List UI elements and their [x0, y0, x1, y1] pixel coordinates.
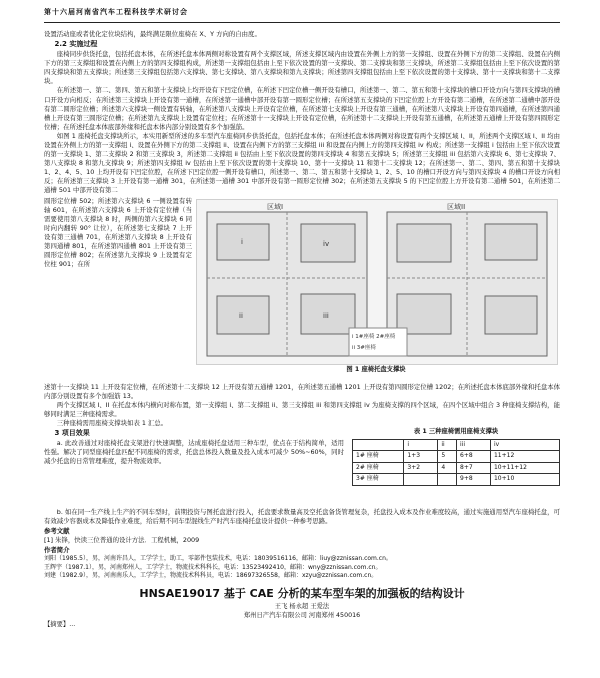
next-paper-affiliation: 郑州日产汽车有限公司 河南郑州 450016	[243, 612, 361, 620]
paragraph-3: 如图 1 座椅托盘支撑块所示，本实用新型所述的多车型汽车座椅同步供货托盘，包括托盘本体；在所述托盘本体两侧对称设置有两个支撑区域 I、II，所述两个支撑区域 I、II 均由设置在外侧上方的第一支撑组 i、设置在外侧下方的第二支撑组 ii、设置在内侧下方的第三支撑组 iii 和设置在内侧上方的第四支撑组 iv 构成；所述第一支撑组 i 包括由上至下依次设置的第一支撑块 1、第二支撑块 2 和第三支撑块 3，所述第二支撑组 ii 包括由上至下依次设置的第四支撑块 4 和第五支撑块 5；所述第三支撑组 iii 包括第六支撑块 6、第七支撑块 7、第八支撑块 8 和第九支撑块 9；所述第四支撑组 iv 包括由上至下依次设置的第十支撑块 10、第十一支撑块 11 和第十二支撑块 12；在所述第一、第二、第四、第五和第十支撑块 1、2、4、5、10 上均开设有下凹定位腔，在所述下凹定位腔一侧开设有槽口，所述第一、第二、第五和第十支撑块 1、2、5、10 的槽口开设方向与第四支撑块 4 的槽口开设方向相反；在所述第三支撑块 3 上开设有第一通槽 301，在所述第一通槽 301 中部开设有第一圆形定位槽 302；在所述第五支撑块 5 的下凹定位腔上方开设有第二通槽 501，在所述第二通槽 501 中部开设有第二	[44, 131, 560, 195]
table-header-cell: iii	[457, 439, 491, 451]
table-cell: 5	[438, 451, 457, 463]
author-line: 王辉宇（1987.1），男，河南郑州人，工学学士，物流技术科科长，电话：13523492410，邮箱：wny@zznissan.com.cn。	[44, 563, 382, 571]
table-cell: 3# 座椅	[353, 474, 404, 486]
tray-left-block-i	[217, 224, 269, 260]
tray-left-block-ii	[217, 296, 269, 334]
next-paper-authors: 王飞 杨永超 王爱法	[274, 603, 330, 611]
figure-label-iii: iii	[323, 311, 329, 320]
figure-1-caption: 图 1 座椅托盘支撑块	[346, 365, 406, 373]
next-paper-title: HNSAE19017 基于 CAE 分析的某车型车架的加强板的结构设计	[139, 586, 465, 600]
section-title-2-2: 2.2 实施过程	[54, 40, 98, 49]
body-content	[44, 30, 560, 630]
table-cell	[438, 474, 457, 486]
figure-side-paragraph: 圆形定位槽 502；所述第六支撑块 6 一侧设置有转轴 601，在所述第六支撑块 6 上开设有定位槽（当需要使用第八支撑块 8 时，两侧的第六支撑块 6 同时向内翻转 90° 让位），在所述第七支撑块 7 上开设有第三通槽 701，在所述第八支撑块 8 上开设有第四通槽 801，在所述第四通槽 801 上开设有第三圆形定位槽 802；在所述第九支撑块 9 上设置有定位柱 901；在所	[44, 196, 192, 269]
table-header-cell	[353, 439, 404, 451]
table-header-cell: ii	[438, 439, 457, 451]
figure-label-ii: ii	[239, 311, 243, 320]
table-cell: 2# 座椅	[353, 462, 404, 474]
table-1-caption: 表 1 三种座椅需用座椅支撑块	[413, 428, 499, 435]
section-title-3: 3 项目效果	[54, 429, 90, 437]
references-title: 参考文献	[44, 527, 70, 536]
table-cell	[404, 474, 438, 486]
table-cell: 11+12	[490, 451, 559, 463]
intro-paragraph: 设置活动座或者优化定位块结构，最终满足限位座椅在 X、Y 方向的自由度。	[44, 30, 261, 38]
reference-item: [1] 朱锋，快读三位普通的设计方法．工程机械，2009	[44, 536, 200, 545]
paragraph-4: 述第十一支撑块 11 上开设有定位槽，在所述第十二支撑块 12 上开设有第五通槽 1201，在所述第五通槽 1201 上开设有第四圆形定位槽 1202；在所述托盘本体底部外缘和托盘本体内部分别设置有多个加强筋 13。	[44, 382, 560, 400]
figure-label-region-2: 区域II	[447, 202, 466, 211]
table-cell: 4	[438, 462, 457, 474]
table-header-cell: i	[404, 439, 438, 451]
figure-label-iv: iv	[323, 239, 330, 248]
table-row	[353, 451, 560, 463]
table-cell: 9+8	[457, 474, 491, 486]
tray-right-block-iv	[397, 224, 451, 262]
next-paper-abstract-start: 【摘要】...	[44, 621, 76, 629]
table-cell: 10+11+12	[490, 462, 559, 474]
figure-legend-line-2: ii 3#座椅	[352, 344, 376, 351]
author-line: 刘阳（1985.5），男，河南许昌人，工学学士，助工，零部件包装技术，电话：18039516116，邮箱：liuy@zznissan.com.cn。	[44, 555, 392, 563]
figure-1-image	[196, 199, 558, 365]
header-title: 第十六届河南省汽车工程科技学术研讨会	[44, 8, 188, 16]
author-info	[44, 555, 560, 579]
figure-block	[44, 197, 560, 383]
table-row	[353, 474, 560, 486]
table-header-cell: iv	[490, 439, 559, 451]
effects-column	[44, 428, 344, 466]
tray-right-block-ii	[485, 296, 537, 334]
table-header-row	[353, 439, 560, 451]
effect-b-paragraph: b. 如在同一生产线上生产的不同车型时，前期投资与图托盘进行投入，托盘要求数量高及空托盘备货管理复杂，托盘投入成本及作业难度较高，通过实施通用型汽车座椅托盘，可有效减少容器成本及降低作业难度，给后期不同车型混线生产时汽车座椅托盘设计提供一种参考思路。	[44, 508, 560, 526]
figure-label-region-1: 区域I	[267, 202, 284, 211]
paragraph-1: 座椅同步供货托盘，包括托盘本体，在所述托盘本体两侧对称设置有两个支撑区域，所述支撑区域内由设置在外侧上方的第一支撑组、设置在外侧下方的第二支撑组、设置在内侧下方的第三支撑组和设置在内侧上方的第四支撑组构成，所述第一支撑组包括由上至下依次设置的第一支撑块、第二支撑块和第三支撑块，所述第二支撑组包括由上至下依次设置的第四支撑块和第五支撑块；所述第三支撑组包括第六支撑块、第七支撑块、第八支撑块和第九支撑块；所述第四支撑组包括由上至下依次设置的第十支撑块、第十一支撑块和第十二支撑块。	[44, 50, 560, 86]
table-cell: 8+7	[457, 462, 491, 474]
figure-side-text	[44, 197, 192, 270]
effects-and-table	[44, 428, 560, 508]
table-column	[352, 428, 560, 486]
author-info-title: 作者简介	[44, 546, 70, 555]
table-cell: 1# 座椅	[353, 451, 404, 463]
seat-support-table	[352, 439, 560, 486]
figure-label-i: i	[241, 237, 243, 246]
paragraph-5: 两个支撑区域 I、II 在托盘本体内横向对称布置，第一支撑组 i、第二支撑组 ii、第三支撑组 iii 和第四支撑组 iv 为座椅支撑的四个区域，在四个区域中组合 3 种座椅支撑结构，能够同时满足三种座椅需求。	[44, 400, 560, 418]
paragraph-2: 在所述第一、第二、第四、第五和第十支撑块上均开设有下凹定位槽，在所述下凹定位槽一侧开设有槽口，所述第一、第二、第五和第十支撑块的槽口开设方向与第四支撑块的槽口开设方向相反；在所述第三支撑块上开设有第一通槽，在所述第一通槽中部开设有第一圆形定位槽；在所述第五支撑块的下凹定位腔上方开设有第二通槽，在所述第二通槽中部开设有第二圆形定位槽；所述第六支撑块一侧设置有转轴，在所述第八支撑块上开设有定位槽，在所述第七支撑块上开设有第三通槽，在所述第八支撑块上开设有第四通槽，在所述第四通槽上开设有第三圆形定位槽；在所述第九支撑块上设置有定位柱；在所述第十一支撑块上开设有定位槽，在所述第十二支撑块上开设有第五通槽，在所述第五通槽上开设有第四圆形定位槽；在所述托盘本体底部外缘和托盘本体内部分别设置有多个加强筋。	[44, 86, 560, 131]
author-line: 刘建（1982.9），男，河南南乐人，工学学士，物流技术科科员，电话：18697326558，邮箱：xzyu@zznissan.com.cn。	[44, 571, 378, 579]
figure-legend-line-1: i 1#座椅 2#座椅	[352, 333, 396, 340]
running-header	[44, 8, 560, 23]
table-cell: 3+2	[404, 462, 438, 474]
paragraph-6: 三种座椅需用座椅支撑块如表 1 汇总。	[56, 418, 168, 427]
table-cell: 6+8	[457, 451, 491, 463]
table-row	[353, 462, 560, 474]
table-cell: 1+3	[404, 451, 438, 463]
table-cell: 10+10	[490, 474, 559, 486]
figure-legend-box	[349, 328, 407, 356]
effect-a-paragraph: a. 此改善通过对座椅托盘支架进行快速调整，达成座椅托盘适用三种车型，优点在于结构简单，适用性强。解决了同型座椅托盘匹配不同座椅的需求，托盘总体投入数量及投入成本可减少 50%~60%，同时减少托盘的日常管理难度，提升物流效率。	[44, 438, 344, 466]
seat-tray-drawing	[197, 200, 557, 364]
tray-right-block-i	[485, 224, 537, 260]
